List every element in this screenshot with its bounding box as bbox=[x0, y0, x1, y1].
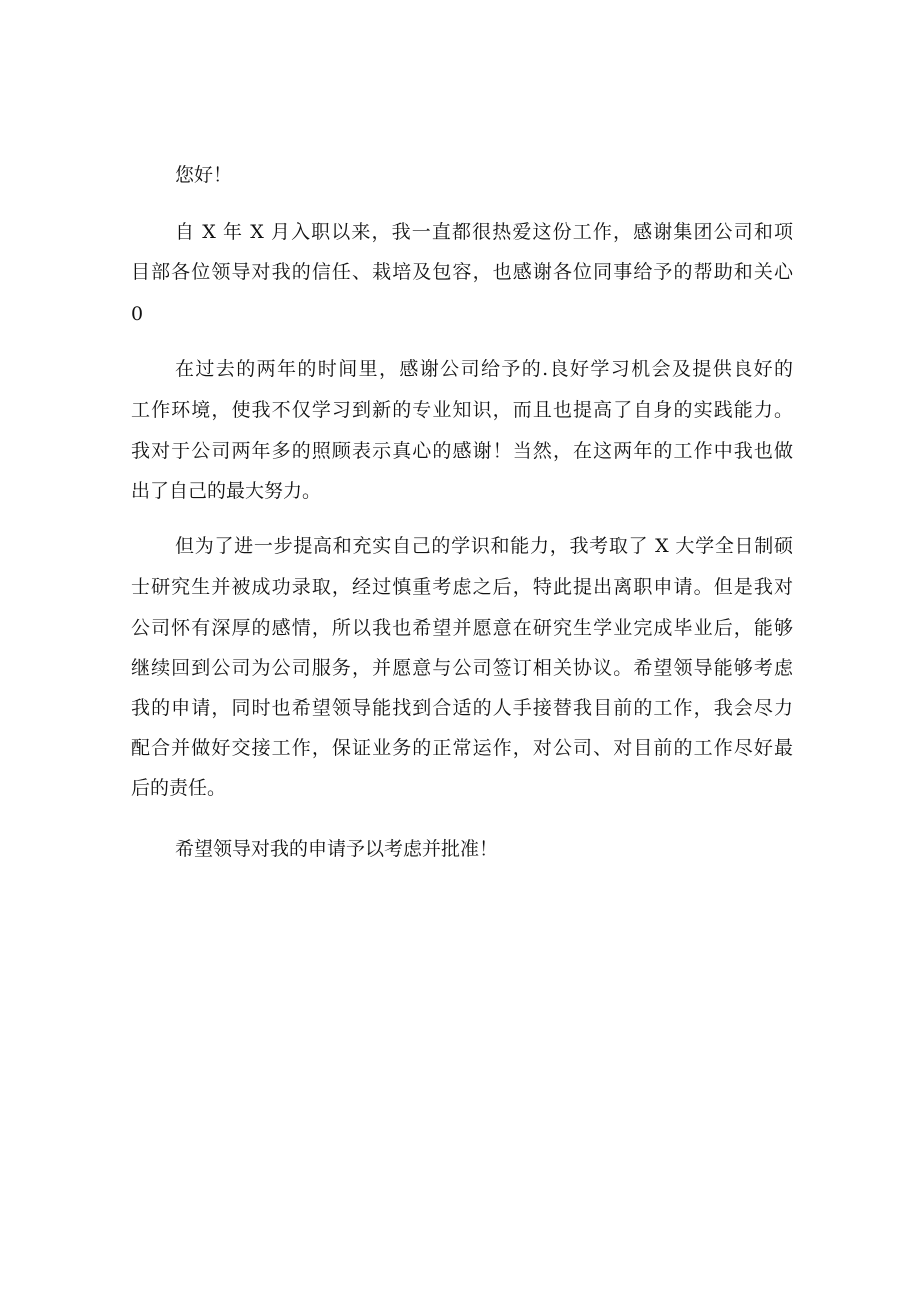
paragraph-1-line-1: 自 X 年 X 月入职以来，我一直都很热爱这份工作，感谢集团公司和项 bbox=[175, 221, 793, 243]
greeting: 您好！ bbox=[175, 164, 233, 186]
paragraph-3-line-5: 我的申请，同时也希望领导能找到合适的人手接替我目前的工作，我会尽力 bbox=[131, 697, 793, 719]
paragraph-2-line-2: 工作环境，使我不仅学习到新的专业知识，而且也提高了自身的实践能力。 bbox=[131, 399, 793, 421]
paragraph-3-line-6: 配合并做好交接工作，保证业务的正常运作，对公司、对目前的工作尽好最 bbox=[131, 737, 793, 759]
paragraph-2-line-3: 我对于公司两年多的照顾表示真心的感谢！当然，在这两年的工作中我也做 bbox=[131, 440, 793, 462]
paragraph-3-line-2: 士研究生并被成功录取，经过慎重考虑之后，特此提出离职申请。但是我对 bbox=[131, 576, 793, 598]
paragraph-3-line-4: 继续回到公司为公司服务，并愿意与公司签订相关协议。希望领导能够考虑 bbox=[131, 657, 793, 679]
paragraph-2-line-4: 出了自己的最大努力。 bbox=[131, 480, 322, 502]
paragraph-3-line-7: 后的责任。 bbox=[131, 777, 227, 799]
paragraph-1-line-2: 目部各位领导对我的信任、栽培及包容，也感谢各位同事给予的帮助和关心 bbox=[131, 261, 793, 283]
paragraph-3-line-3: 公司怀有深厚的感情，所以我也希望并愿意在研究生学业完成毕业后，能够 bbox=[131, 617, 793, 639]
paragraph-3-line-1: 但为了进一步提高和充实自己的学识和能力，我考取了 X 大学全日制硕 bbox=[175, 535, 793, 557]
paragraph-2-line-1: 在过去的两年的时间里，感谢公司给予的.良好学习机会及提供良好的 bbox=[175, 358, 793, 380]
paragraph-1-line-3: 0 bbox=[131, 303, 144, 325]
closing: 希望领导对我的申请予以考虑并批准！ bbox=[175, 838, 499, 860]
